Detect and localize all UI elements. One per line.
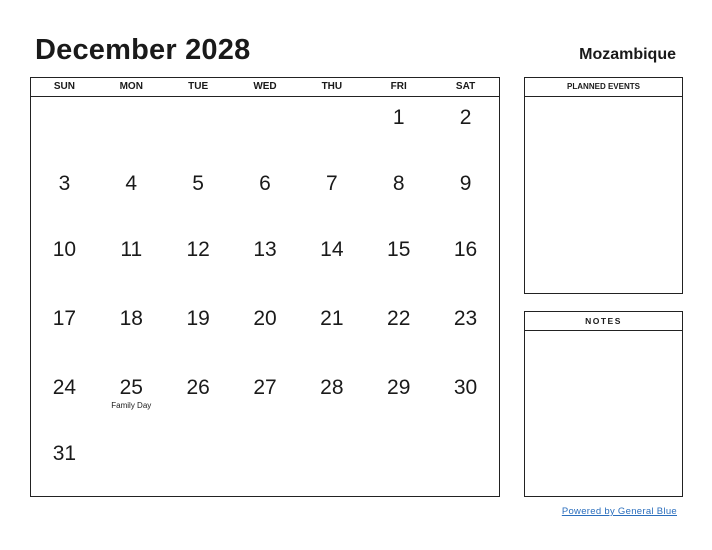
day-cell xyxy=(98,298,165,367)
day-cell xyxy=(298,433,365,499)
day-cell xyxy=(298,298,365,367)
day-number: 22 xyxy=(387,307,411,330)
day-number: 23 xyxy=(453,307,478,330)
day-cell xyxy=(165,163,232,229)
day-number: 20 xyxy=(253,307,277,330)
day-cell xyxy=(432,433,499,499)
day-number: 4 xyxy=(125,172,138,195)
weekday-sat: SAT xyxy=(455,81,476,92)
day-cell xyxy=(31,298,98,367)
day-cell xyxy=(232,298,299,367)
country-label: Mozambique xyxy=(579,46,676,63)
day-number: 29 xyxy=(387,376,411,399)
day-cell xyxy=(165,367,232,433)
day-number xyxy=(165,433,232,442)
calendar-grid xyxy=(30,77,500,497)
day-cell xyxy=(98,229,165,298)
day-cell xyxy=(432,163,499,229)
day-number: 13 xyxy=(253,238,277,261)
day-number: 10 xyxy=(52,238,77,261)
day-cell xyxy=(365,163,432,229)
weekday-sun: SUN xyxy=(53,81,75,92)
day-number xyxy=(298,433,365,442)
weekday-tue: TUE xyxy=(188,81,209,92)
day-cell xyxy=(365,229,432,298)
day-cell xyxy=(31,163,98,229)
day-cell xyxy=(31,367,98,433)
day-cell xyxy=(165,433,232,499)
day-number: 30 xyxy=(453,376,478,399)
day-number: 21 xyxy=(320,307,344,330)
day-cell xyxy=(98,163,165,229)
weekday-mon: MON xyxy=(119,81,143,92)
day-number: 31 xyxy=(52,442,77,465)
day-number: 1 xyxy=(392,106,405,129)
calendar-body xyxy=(31,97,499,499)
weekday-wed: WED xyxy=(253,81,277,92)
day-number: 7 xyxy=(326,172,338,195)
day-number: 15 xyxy=(387,238,411,261)
day-cell xyxy=(365,97,432,163)
day-cell xyxy=(232,367,299,433)
day-number xyxy=(232,97,299,106)
day-number: 18 xyxy=(119,307,143,330)
page-title: December 2028 xyxy=(35,34,251,66)
day-cell xyxy=(298,229,365,298)
day-number xyxy=(98,433,165,442)
day-number xyxy=(232,433,299,442)
day-number: 8 xyxy=(392,172,405,195)
day-number xyxy=(365,433,432,442)
day-cell xyxy=(165,298,232,367)
day-number: 11 xyxy=(120,238,143,261)
day-number: 9 xyxy=(459,172,472,195)
day-cell xyxy=(365,433,432,499)
weekday-thu: THU xyxy=(321,81,343,92)
day-cell xyxy=(165,229,232,298)
day-cell xyxy=(365,298,432,367)
day-cell xyxy=(298,367,365,433)
day-number: 26 xyxy=(186,376,210,399)
weekday-header-row xyxy=(31,78,499,97)
notes-panel xyxy=(524,311,683,497)
day-cell xyxy=(31,229,98,298)
day-cell xyxy=(98,97,165,163)
day-number: 6 xyxy=(259,172,271,195)
day-number: 14 xyxy=(320,238,344,261)
day-number: 2 xyxy=(459,106,472,129)
day-cell xyxy=(432,97,499,163)
day-number xyxy=(298,97,365,106)
day-number: 3 xyxy=(58,172,71,195)
day-cell xyxy=(232,229,299,298)
day-number xyxy=(165,97,232,106)
day-cell xyxy=(98,433,165,499)
day-number: 19 xyxy=(186,307,210,330)
day-cell xyxy=(165,97,232,163)
day-cell xyxy=(232,163,299,229)
day-cell xyxy=(98,367,165,433)
planned-events-panel xyxy=(524,77,683,294)
planned-events-title: PLANNED EVENTS xyxy=(525,78,682,97)
weekday-fri: FRI xyxy=(390,81,407,92)
notes-title: NOTES xyxy=(525,312,682,331)
powered-by-link[interactable]: Powered by General Blue xyxy=(561,506,677,517)
day-number: 12 xyxy=(186,238,210,261)
day-number: 17 xyxy=(52,307,77,330)
day-cell xyxy=(232,433,299,499)
day-cell xyxy=(31,97,98,163)
day-cell xyxy=(432,298,499,367)
day-number: 28 xyxy=(320,376,344,399)
day-cell xyxy=(432,367,499,433)
day-number: 5 xyxy=(192,172,204,195)
day-cell xyxy=(232,97,299,163)
day-cell xyxy=(365,367,432,433)
holiday-label: Family Day xyxy=(111,401,152,410)
day-number: 24 xyxy=(52,376,77,399)
day-number xyxy=(432,433,499,442)
day-cell xyxy=(432,229,499,298)
day-cell xyxy=(298,163,365,229)
day-cell xyxy=(31,433,98,499)
day-number xyxy=(31,97,98,106)
day-number xyxy=(98,97,165,106)
day-number: 16 xyxy=(453,238,478,261)
day-number: 25 xyxy=(119,376,143,399)
day-number: 27 xyxy=(253,376,277,399)
day-cell xyxy=(298,97,365,163)
